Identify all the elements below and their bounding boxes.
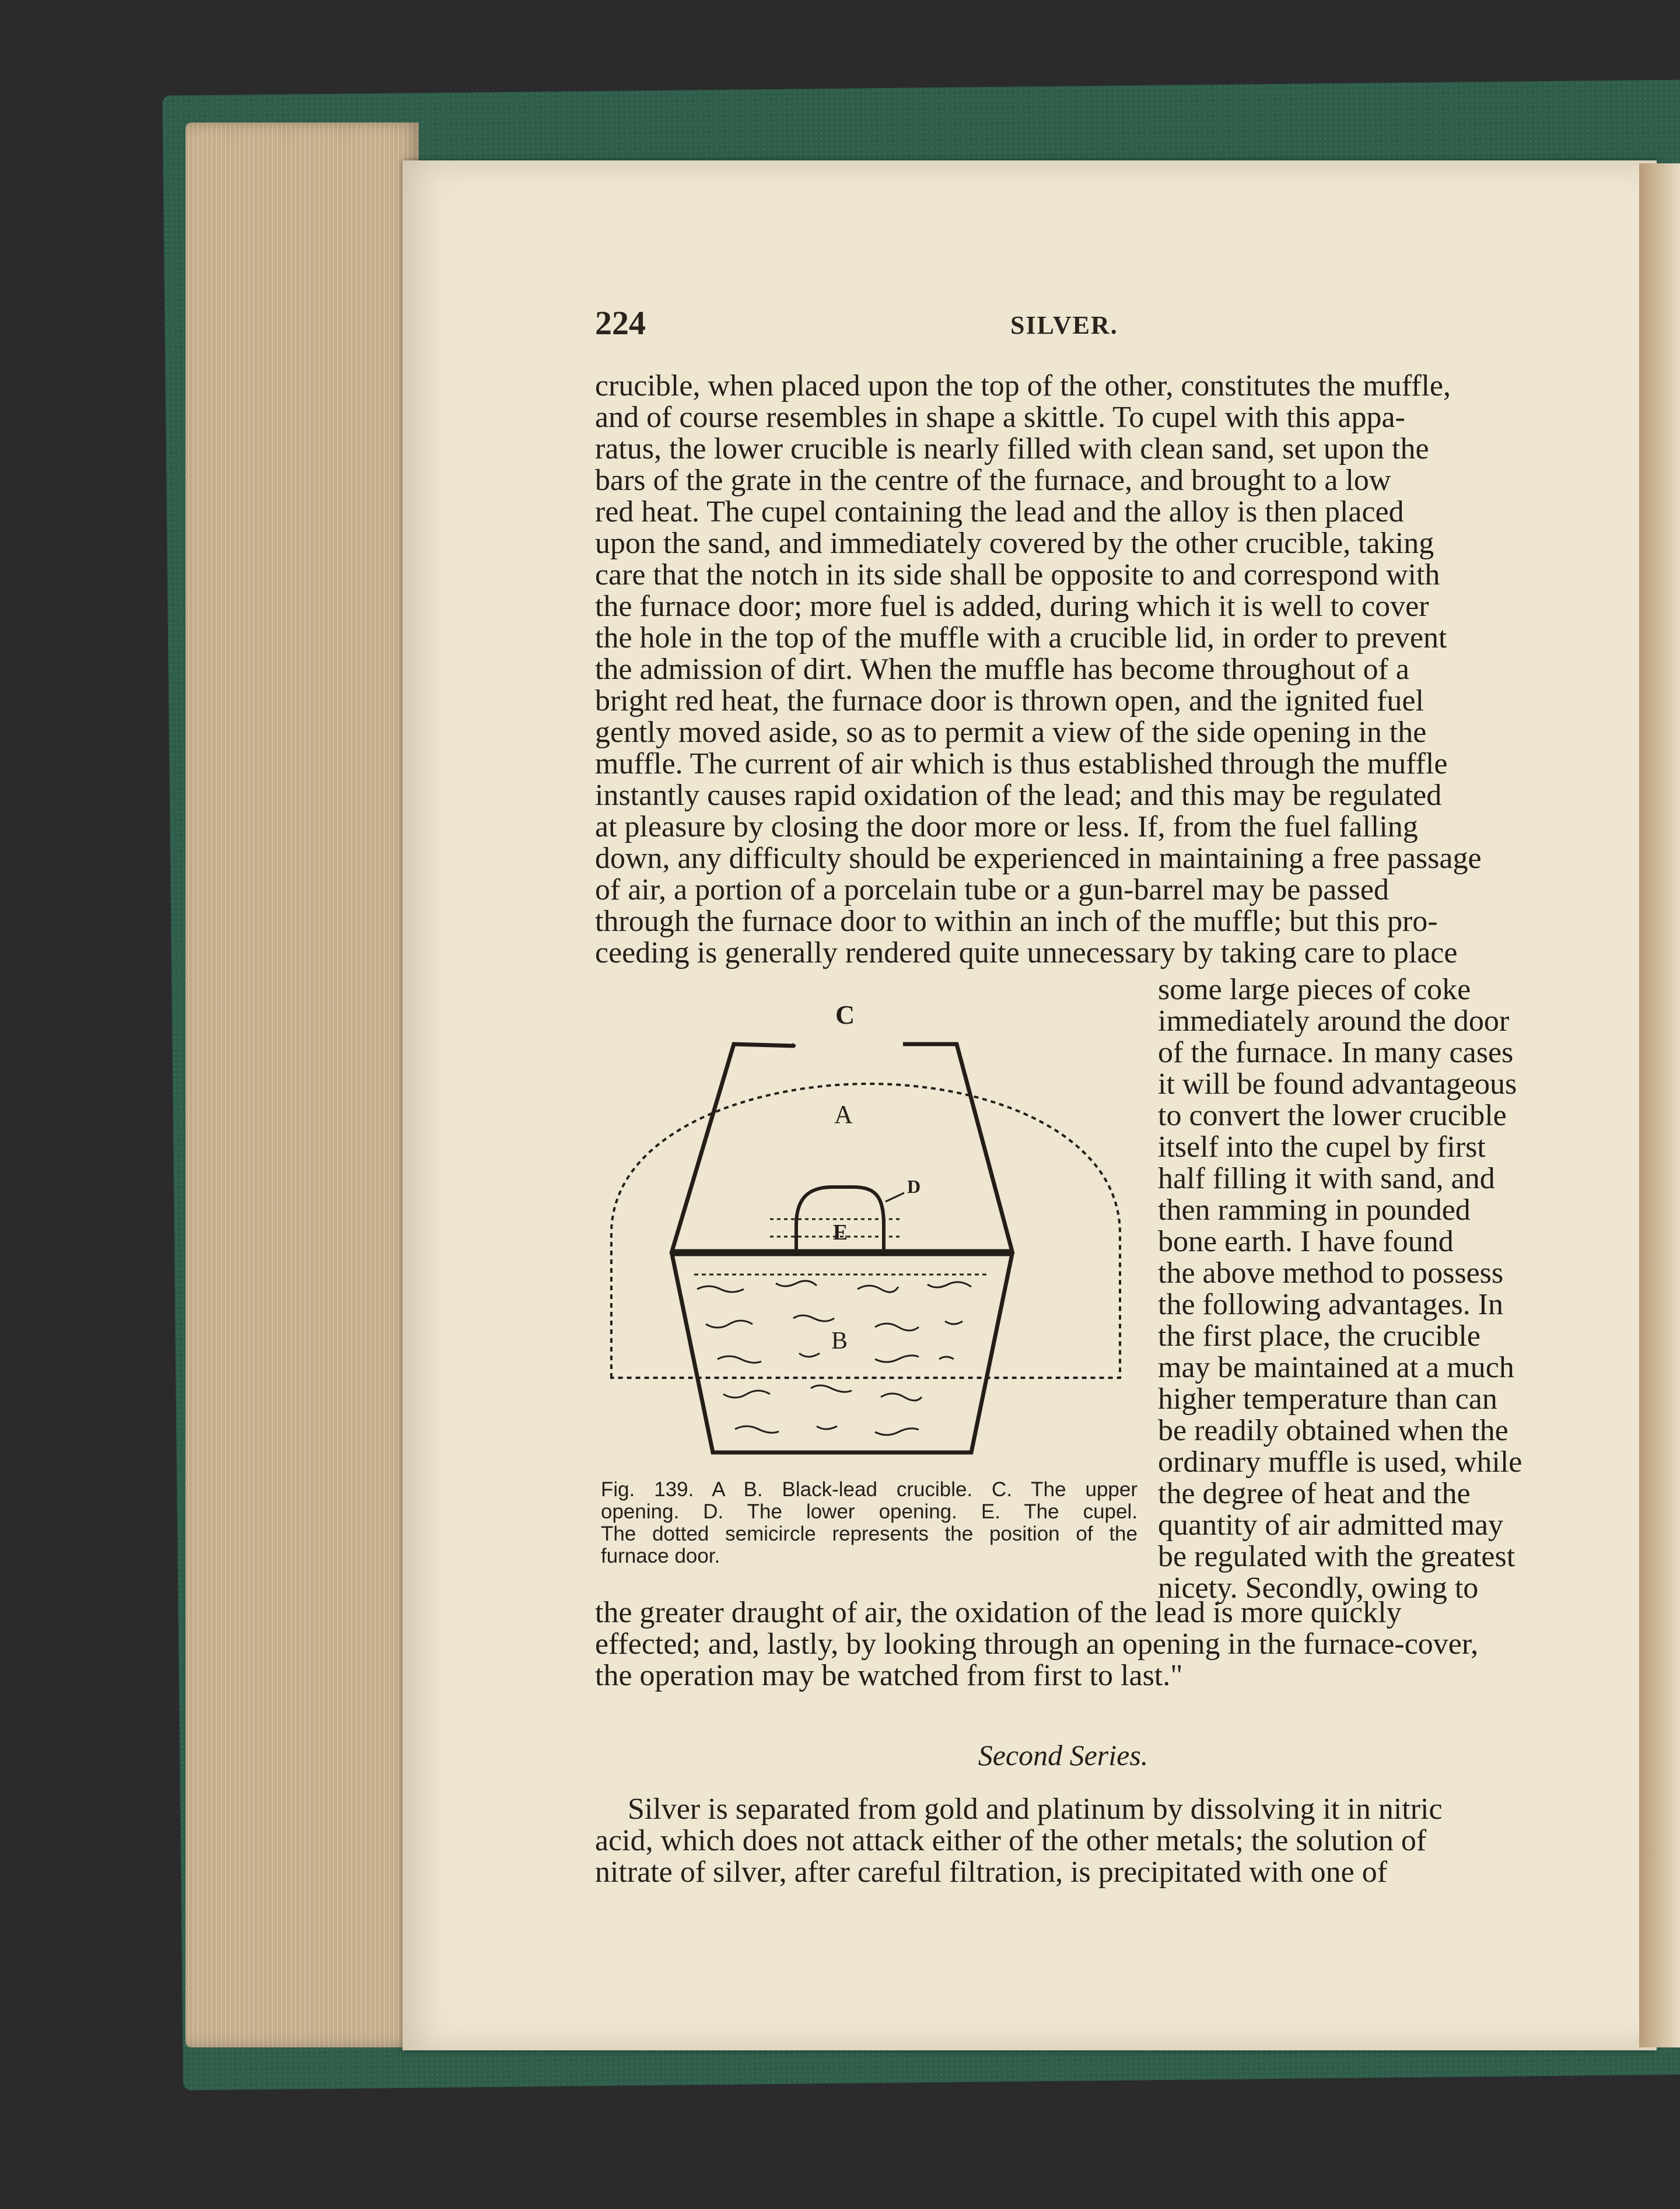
text-line: to convert the lower crucible <box>1158 1099 1507 1132</box>
paragraph-bottom <box>595 1794 1531 1888</box>
text-line: ratus, the lower crucible is nearly filled with clean sand, set upon the <box>595 432 1429 465</box>
text-line: at pleasure by closing the door more or less. If, from the fuel falling <box>595 810 1418 843</box>
text-line: bright red heat, the furnace door is thrown open, and the ignited fuel <box>595 684 1424 717</box>
text-line: be readily obtained when the <box>1158 1414 1508 1447</box>
text-line: higher temperature than can <box>1158 1382 1497 1416</box>
label-a: A <box>834 1100 853 1129</box>
text-line: may be maintained at a much <box>1158 1351 1514 1384</box>
text-line: the operation may be watched from first to last." <box>595 1659 1183 1692</box>
text-line: the following advantages. In <box>1158 1288 1504 1321</box>
text-line: the degree of heat and the <box>1158 1477 1471 1510</box>
caption-line: furnace door. <box>601 1545 720 1567</box>
text-line: ordinary muffle is used, while <box>1158 1445 1522 1479</box>
page-edges <box>186 122 419 2047</box>
text-line: the furnace door; more fuel is added, during which it is well to cover <box>595 590 1429 623</box>
section-heading: Second Series. <box>978 1739 1149 1772</box>
running-head <box>595 303 1528 350</box>
text-line: then ramming in pounded <box>1158 1193 1471 1227</box>
text-line: crucible, when placed upon the top of the other, constitutes the muffle, <box>595 369 1451 402</box>
facing-page-edge <box>1639 163 1680 2047</box>
text-line: of the furnace. In many cases <box>1158 1036 1514 1069</box>
label-b: B <box>831 1328 848 1354</box>
text-line: the first place, the crucible <box>1158 1319 1480 1353</box>
text-line: care that the notch in its side shall be opposite to and correspond with <box>595 558 1440 591</box>
text-line: some large pieces of coke <box>1158 973 1471 1006</box>
text-line: upon the sand, and immediately covered by the other crucible, taking <box>595 527 1434 560</box>
paragraph-wrap-side <box>1158 974 1531 1604</box>
caption-line: Fig. 139. A B. Black-lead crucible. C. The upper <box>601 1478 1138 1501</box>
text-line: bars of the grate in the centre of the furnace, and brought to a low <box>595 464 1391 497</box>
page-number: 224 <box>595 304 646 342</box>
text-line: down, any difficulty should be experienced in maintaining a free passage <box>595 842 1482 875</box>
sand-fill <box>697 1281 971 1435</box>
text-line: and of course resembles in shape a skittle. To cupel with this appa- <box>595 401 1405 434</box>
text-line: half filling it with sand, and <box>1158 1162 1495 1195</box>
lower-opening-marker <box>886 1193 904 1202</box>
text-line: instantly causes rapid oxidation of the lead; and this may be regulated <box>595 779 1442 812</box>
text-line: gently moved aside, so as to permit a view of the side opening in the <box>595 716 1427 749</box>
text-line: itself into the cupel by first <box>1158 1130 1486 1164</box>
paragraph-after-figure <box>595 1597 1531 1692</box>
figure-caption <box>601 1479 1138 1567</box>
text-line: immediately around the door <box>1158 1004 1510 1038</box>
text-line: ceeding is generally rendered quite unnecessary by taking care to place <box>595 936 1458 969</box>
text-line: the hole in the top of the muffle with a crucible lid, in order to prevent <box>595 621 1447 654</box>
crucible-diagram <box>601 986 1143 1511</box>
text-line: muffle. The current of air which is thus established through the muffle <box>595 747 1448 780</box>
text-line: nicety. Secondly, owing to <box>1158 1571 1479 1605</box>
text-line: effected; and, lastly, by looking through an opening in the furnace-cover, <box>595 1627 1479 1661</box>
figure-crucible-diagram <box>601 986 1143 1511</box>
label-e: E <box>833 1220 848 1245</box>
caption-line: The dotted semicircle represents the position of the <box>601 1522 1138 1545</box>
text-line: be regulated with the greatest <box>1158 1540 1516 1573</box>
paragraph-top <box>595 370 1531 969</box>
label-c: C <box>835 1000 855 1030</box>
text-line: quantity of air admitted may <box>1158 1508 1504 1542</box>
text-line: the greater draught of air, the oxidation of the lead is more quickly <box>595 1596 1402 1629</box>
text-line: through the furnace door to within an inch of the muffle; but this pro- <box>595 905 1438 938</box>
text-line: bone earth. I have found <box>1158 1225 1454 1258</box>
label-d: D <box>907 1176 921 1197</box>
text-line: the above method to possess <box>1158 1256 1504 1290</box>
text-line: nitrate of silver, after careful filtration, is precipitated with one of <box>595 1856 1388 1889</box>
text-line: red heat. The cupel containing the lead and the alloy is then placed <box>595 495 1404 528</box>
text-line: Silver is separated from gold and platinum by dissolving it in nitric <box>628 1793 1443 1826</box>
text-line: the admission of dirt. When the muffle has become throughout of a <box>595 653 1409 686</box>
text-line: it will be found advantageous <box>1158 1067 1517 1101</box>
text-line: of air, a portion of a porcelain tube or a gun-barrel may be passed <box>595 873 1389 906</box>
caption-line: opening. D. The lower opening. E. The cupel. <box>601 1500 1138 1523</box>
running-title: SILVER. <box>1010 311 1118 339</box>
text-line: acid, which does not attack either of the other metals; the solution of <box>595 1824 1427 1857</box>
